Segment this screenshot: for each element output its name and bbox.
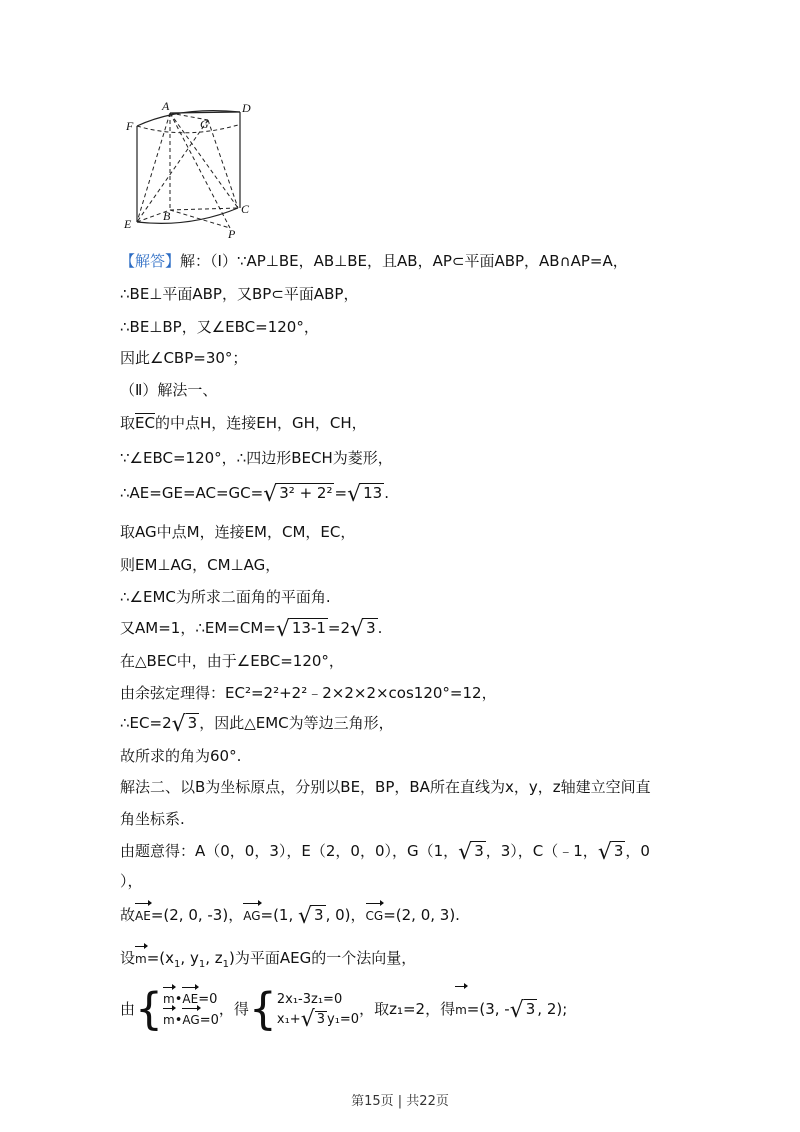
solution-line-16: 故所求的角为60°. (120, 747, 242, 765)
solution-line-14: 由余弦定理得：EC²=2²+2²﹣2×2×2×cos120°=12， (120, 684, 497, 702)
solution-line-22: 设$m=(x_1$, $y_1$, $z_1$)为平面AEG的一个法向量， (120, 949, 417, 970)
solution-line-4: 因此∠CBP=30°； (120, 349, 248, 367)
label-F: F (126, 119, 134, 133)
solution-line-6: 取$\overline{EC}$的中点H，连接EH，GH，CH， (120, 414, 367, 432)
vector-ae: AE (135, 905, 151, 927)
equation-system-1: m•AE=0 m•AG=0 (163, 989, 219, 1031)
solution-line-3: ∴BE⊥BP，又∠EBC=120°， (120, 318, 319, 336)
solution-line-20: ）， (120, 872, 143, 890)
solution-line-13: 在△BEC中，由于∠EBC=120°， (120, 652, 344, 670)
solution-line-15: ∴EC=2√ 3 ，因此△EMC为等边三角形， (120, 712, 394, 737)
label-E: E (124, 217, 132, 231)
solution-line-8: ∴AE=GE=AC=GC=√ 3² + 2² =√ 13 . (120, 482, 389, 507)
vector-ag: AG (243, 905, 260, 927)
solution-line-12: 又AM=1，∴EM=CM=√ 13-1 =2√ 3 . (120, 617, 383, 642)
solution-line-2: ∴BE⊥平面ABP，又BP⊂平面ABP， (120, 285, 359, 303)
label-D: D (242, 101, 251, 115)
solution-line-1: 【解答】解：（Ⅰ）∵AP⊥BE，AB⊥BE，且AB，AP⊂平面ABP，AB∩AP=A， (120, 252, 628, 270)
geometry-figure (120, 100, 260, 240)
solution-line-21: 故AE=(2, 0, -3)，AG=(1, √ 3 , 0)，CG=(2, 0, 3). (120, 904, 460, 929)
solution-line-17: 解法二、以B为坐标原点，分别以BE，BP，BA所在直线为x，y，z轴建立空间直 (120, 778, 651, 796)
page-footer: 第15页 | 共22页 (351, 1094, 449, 1109)
equation-system-2: 2x₁-3z₁=0 x₁+√ 3 y₁=0 (276, 991, 360, 1032)
solution-line-10: 则EM⊥AG，CM⊥AG， (120, 556, 281, 574)
solution-line-18: 角坐标系. (120, 810, 185, 828)
answer-tag: 【解答】 (120, 252, 181, 270)
vector-m: m (135, 948, 147, 970)
label-C: C (241, 202, 250, 216)
label-B: B (163, 209, 171, 223)
arc-ec: $\overline{EC}$ (135, 414, 155, 432)
solution-line-11: ∴∠EMC为所求二面角的平面角. (120, 588, 331, 606)
solution-line-19: 由题意得：A（0，0，3），E（2，0，0），G（1，√ 3 ，3），C（﹣1，√ 3 ，0 (120, 840, 650, 865)
solution-line-23: 由{ m•AE=0 m•AG=0 ，得{ 2x₁-3z₁=0 x₁+√ 3 y₁=0 ，取z₁=2，得m=(3, -√ 3 , 2); (120, 983, 568, 1035)
solution-line-5: （Ⅱ）解法一、 (120, 381, 218, 399)
vector-cg: CG (366, 905, 384, 927)
solution-line-9: 取AG中点M，连接EM，CM，EC， (120, 523, 356, 541)
solution-line-7: ∵∠EBC=120°，∴四边形BECH为菱形， (120, 449, 393, 467)
label-P: P (228, 227, 236, 240)
label-G: G (200, 117, 209, 131)
label-A: A (162, 100, 170, 113)
